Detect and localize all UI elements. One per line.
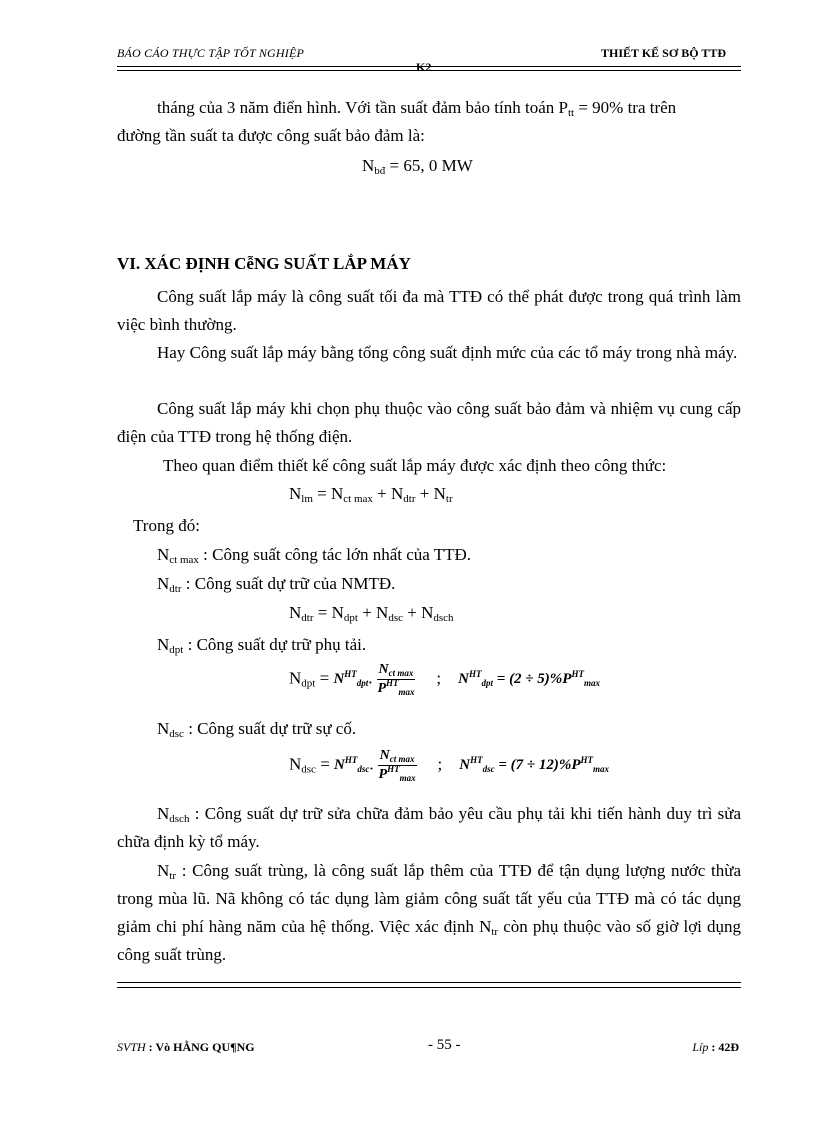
def-ndtr: $N_{dtr}$ : Công suất dự trữ của NMTĐ.	[157, 574, 396, 595]
intro-line2: đường tần suất ta được công suất bảo đảm là:	[117, 126, 425, 145]
dpt-range: = (2 ÷ 5)%	[496, 671, 563, 688]
paragraph-2: Hay Công suất lắp máy bằng tổng công suất định mức của các tổ máy trong nhà máy.	[157, 343, 738, 362]
header-center: K2	[416, 60, 432, 74]
footer-rule-bottom	[117, 987, 741, 988]
def-ndsc: $N_{dsc}$ : Công suất dự trữ sự cố.	[157, 719, 357, 740]
footer-lop-value: : 42Đ	[711, 1040, 739, 1054]
paragraph-1: Công suất lắp máy là công suất tối đa mà TTĐ có thể phát được trong quá trình làm việc bình thường.	[117, 287, 741, 334]
header-right: THIẾT KẾ SƠ BỘ TTĐ	[601, 46, 726, 60]
section-heading: VI. XÁC ĐỊNH CễNG SUẤT LẮP MÁY	[117, 254, 411, 273]
intro-line1: tháng của 3 năm điển hình. Với tần suất đảm bảo tính toán P	[157, 98, 568, 117]
where-label: Trong đó:	[133, 516, 200, 535]
paragraph-3: Công suất lắp máy khi chọn phụ thuộc vào công suất bảo đảm và nhiệm vụ cung cấp điện của TTĐ trong hệ thống điện.	[117, 399, 741, 446]
nbd-symbol: N	[362, 156, 375, 175]
footer-svth-value: : Vò HẰNG QU¶NG	[148, 1040, 255, 1054]
footer-lop	[692, 1040, 739, 1055]
footer-rule-top	[117, 982, 741, 983]
def-ndpt: $N_{dpt}$ : Công suất dự trữ phụ tải.	[157, 635, 367, 656]
footer-svth-label: SVTH	[117, 1040, 146, 1054]
def-nct: $N_{ct max}$ : Công suất công tác lớn nhất của TTĐ.	[157, 545, 472, 566]
ndsc-formula: $N_{dsc} = N^{HT}_{dsc}$. $\frac{N_{ct max}}{P^{HT}_{max}}$ ; $N^{HT}_{dsc} = (7 \div 12)\%P^{HT}_{max}$	[289, 748, 610, 783]
nbd-formula	[362, 156, 473, 176]
footer-lop-label: Líp	[692, 1040, 709, 1054]
nbd-value: = 65, 0 MW	[385, 156, 473, 175]
footer-page: - 55 -	[428, 1037, 461, 1053]
intro-sub: tt	[567, 107, 575, 119]
intro-line1-end: = 90% tra trên	[574, 98, 677, 117]
header-left: BÁO CÁO THỰC TẬP TỐT NGHIỆP	[117, 46, 305, 60]
def-ndsch: $N_{dsch}$ : Công suất dự trữ sửa chữa đảm bảo yêu cầu phụ tải khi tiến hành duy trì sửa chữa định kỳ tổ máy.	[117, 804, 742, 851]
paragraph-4: Theo quan điểm thiết kế công suất lắp máy được xác định theo công thức:	[163, 456, 667, 475]
ndtr-formula: $N_{dtr} = N_{dpt} + N_{dsc} + N_{dsch}$	[289, 603, 454, 624]
ndpt-formula: $N_{dpt} = N^{HT}_{dpt}$. $\frac{N_{ct max}}{P^{HT}_{max}}$ ; $N^{HT}_{dpt} = (2 \div 5)\%P^{HT}_{max}$	[289, 662, 600, 697]
nbd-sub: bđ	[374, 165, 386, 177]
footer-svth	[117, 1040, 255, 1055]
def-ntr: $N_{tr}$ : Công suất trùng, là công suất lắp thêm của TTĐ để tận dụng lượng nước thừa trong mùa lũ. Nã không có tác dụng làm giảm công suất tất yếu của TTĐ mà có tác dụng giảm chi phí hàng năm của hệ thống. Việc xác định $N_{tr}$ còn phụ thuộc vào số giờ lợi dụng công suất trùng.	[117, 861, 742, 964]
intro-paragraph	[117, 94, 741, 150]
dsc-range: = (7 ÷ 12)%	[498, 757, 572, 774]
nlm-formula: $N_{lm} = N_{ct max} + N_{dtr} + N_{tr}$	[289, 484, 453, 505]
